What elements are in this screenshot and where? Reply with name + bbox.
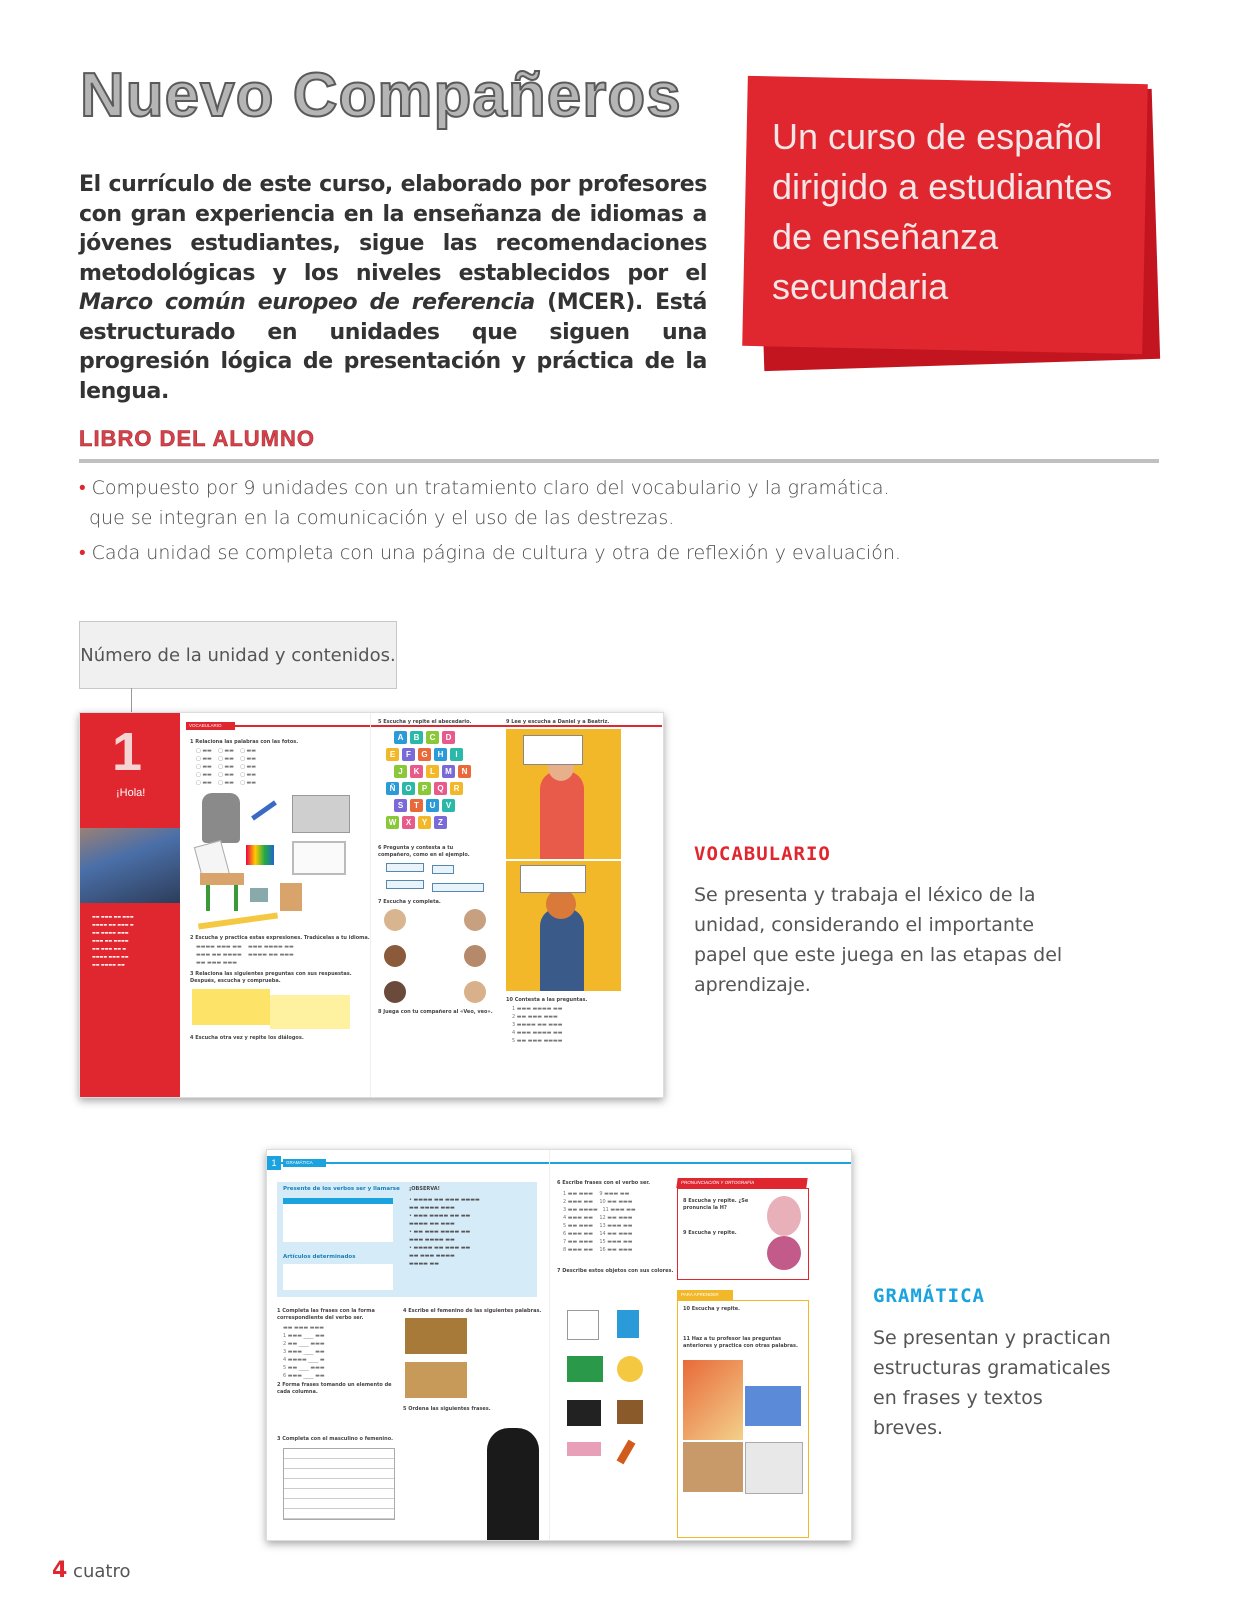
person-photo: [464, 981, 486, 1003]
bullet-dot: •: [79, 477, 86, 499]
letter-tile: H: [434, 748, 447, 761]
page-number-digit: 4: [52, 1558, 68, 1583]
girl-face: [546, 889, 576, 919]
cat-photo: [487, 1428, 539, 1540]
person-photo: [384, 945, 406, 967]
verb-table-header: [283, 1198, 393, 1204]
letter-tile: W: [386, 816, 399, 829]
vocabulary-description: Se presenta y trabaja el léxico de la unidad, considerando el importante papel que este juega en las etapas del aprendizaje.: [694, 884, 1063, 996]
observe-notes: • ▬▬▬▬ ▬▬ ▬▬▬ ▬▬▬▬ ▬▬ ▬▬▬▬ ▬▬▬ • ▬▬▬ ▬▬▬▬ ▬▬ ▬▬ ▬▬▬▬ ▬▬ ▬▬▬ • ▬▬ ▬▬▬ ▬▬▬▬ ▬▬ ▬▬▬ ▬▬▬▬ ▬▬ • ▬▬▬▬ ▬▬ ▬▬▬ ▬▬ ▬▬ ▬▬▬ ▬▬▬▬ ▬▬▬▬ ▬▬: [409, 1197, 480, 1267]
speech-bubble: [432, 883, 484, 892]
articles-table: [283, 1264, 393, 1290]
intro-italic: Marco común europeo de referencia: [79, 290, 535, 315]
letter-tile: I: [450, 748, 463, 761]
letter-tile: C: [426, 731, 439, 744]
letter-tile: N: [458, 765, 471, 778]
grammar-box-title: Presente de los verbos ser y llamarse: [283, 1186, 400, 1192]
letter-tile: V: [442, 799, 455, 812]
table-photo: [683, 1442, 743, 1492]
vocabulary-tab: VOCABULARIO: [186, 722, 235, 730]
exercise-10: 10 Escucha y repite.: [683, 1306, 741, 1312]
alphabet-tiles: [386, 731, 506, 836]
exercise-3: 3 Completa con el masculino o femenino.: [277, 1436, 394, 1442]
person-photo: [464, 909, 486, 931]
intro-paragraph: [79, 170, 707, 406]
letter-tile: K: [410, 765, 423, 778]
exercise-3: 3 Relaciona las siguientes preguntas con sus respuestas. Después, escucha y comprueba.: [190, 971, 352, 984]
observe-label: ¡OBSERVA!: [409, 1186, 440, 1192]
exercise-7: 7 Describe estos objetos con sus colores.: [557, 1268, 674, 1274]
window-image: [567, 1356, 603, 1382]
animal-image: [567, 1442, 601, 1456]
letter-tile: X: [402, 816, 415, 829]
page-gutter: [370, 713, 371, 1097]
letter-tile: Q: [434, 782, 447, 795]
speech-bubble: [386, 863, 424, 872]
whiteboard-image: [292, 841, 346, 875]
bullet-continuation: que se integran en la comunicación y el uso de las destrezas.: [89, 507, 675, 529]
letter-tile: U: [426, 799, 439, 812]
letter-tile: Ñ: [386, 782, 399, 795]
desk-image: [200, 873, 244, 885]
questions-list: 1 ▬▬▬ ▬▬▬▬ ▬▬ 2 ▬▬ ▬▬▬ ▬▬▬ 3 ▬▬▬▬ ▬▬ ▬▬▬ 4 ▬▬▬ ▬▬▬▬ ▬▬ 5 ▬▬ ▬▬▬ ▬▬▬▬: [512, 1006, 563, 1044]
pronunciation-tab: PRONUNCIACIÓN Y ORTOGRAFÍA: [676, 1178, 807, 1188]
lion-photo: [405, 1318, 467, 1354]
tagline-text: Un curso de español dirigido a estudiantes de enseñanza secundaria: [772, 116, 1113, 307]
exercise-2: 2 Forma frases tomando un elemento de cada columna.: [277, 1382, 392, 1395]
vocabulary-heading: VOCABULARIO: [694, 843, 831, 865]
answers-box: [270, 995, 350, 1029]
letter-tile: R: [450, 782, 463, 795]
letter-tile: B: [410, 731, 423, 744]
exercise-5: 5 Ordena las siguientes frases.: [403, 1406, 491, 1412]
person-photo: [384, 981, 406, 1003]
letter-tile: M: [442, 765, 455, 778]
callout-text: Número de la unidad y contenidos.: [80, 644, 396, 666]
clipboard-image: [567, 1310, 599, 1340]
pizza-photo: [683, 1360, 743, 1440]
desk-leg: [206, 885, 210, 911]
exercise-6: 6 Pregunta y contesta a tu compañero, como en el ejemplo.: [378, 845, 470, 858]
exercise-4: 4 Escucha otra vez y repite los diálogos.: [190, 1035, 304, 1041]
letter-tile: J: [394, 765, 407, 778]
letter-tile: L: [426, 765, 439, 778]
page-title: Nuevo Compañeros: [80, 61, 682, 130]
monitor-image: [567, 1400, 601, 1426]
bullet-text: Compuesto por 9 unidades con un tratamiento claro del vocabulario y la gramática.: [91, 477, 890, 499]
pen-image: [251, 800, 277, 820]
letter-tile: Z: [434, 816, 447, 829]
grammar-tab: GRAMÁTICA: [283, 1159, 326, 1167]
exercise-11: 11 Haz a tu profesor las preguntas anteriores y practica con otras palabras.: [683, 1336, 798, 1349]
page-number-word: cuatro: [73, 1561, 131, 1582]
bullet-item: [79, 538, 901, 568]
backpack-image: [202, 793, 240, 843]
letter-tile: T: [410, 799, 423, 812]
letter-tile: O: [402, 782, 415, 795]
section-divider: [79, 459, 1159, 463]
bag-image: [617, 1400, 643, 1424]
page-number: [52, 1558, 130, 1583]
section-heading: LIBRO DEL ALUMNO: [79, 426, 315, 451]
letter-tile: E: [386, 748, 399, 761]
fill-list: ▬▬ ▬▬▬ ▬▬▬ 1 ▬▬▬ ____ ▬▬ 2 ▬▬ ____ ▬▬▬ 3 ▬▬▬ ____ ▬▬ 4 ▬▬▬▬ ____ ▬ 5 ▬▬ ____ ▬▬▬ 6 ▬▬▬ ____ ▬▬: [283, 1325, 325, 1379]
girl-figure: [540, 908, 584, 991]
speech-bubble: [523, 735, 583, 765]
letter-tile: Y: [418, 816, 431, 829]
exercise-4: 4 Escribe el femenino de las siguientes palabras.: [403, 1308, 542, 1314]
unit-number-badge: 1: [267, 1156, 281, 1170]
callout-box: [79, 621, 397, 689]
letter-tile: F: [402, 748, 415, 761]
bullet-item: [79, 473, 890, 503]
exercise-2: 2 Escucha y practica estas expresiones. Tradúcelas a tu idioma.: [190, 935, 370, 941]
desk-leg: [234, 885, 238, 911]
chair-image: [280, 883, 302, 911]
book-spread-vocabulary: [79, 712, 664, 1098]
unit-title: ¡Hola!: [116, 787, 146, 799]
sun-image: [617, 1356, 643, 1382]
speech-bubble: [432, 865, 454, 874]
header-rule: [267, 1162, 851, 1164]
letter-tile: D: [442, 731, 455, 744]
fruit-image: [767, 1236, 801, 1270]
exercise-9: 9 Lee y escucha a Daniel y a Beatriz.: [506, 719, 610, 725]
letter-tile: G: [418, 748, 431, 761]
icecream-image: [767, 1196, 801, 1236]
letter-tile: S: [394, 799, 407, 812]
sentence-list: 1 ▬▬ ▬▬▬ 9 ▬▬▬ ▬▬ 2 ▬▬▬ ▬▬ 10 ▬▬ ▬▬▬ 3 ▬▬ ▬▬▬▬ 11 ▬▬▬ ▬▬ 4 ▬▬▬ ▬▬ 12 ▬▬ ▬▬▬ 5 ▬▬ ▬▬▬ 13 ▬▬▬ ▬▬ 6 ▬▬▬ ▬▬ 14 ▬▬ ▬▬▬ 7 ▬▬ ▬▬▬ 15 ▬▬▬ ▬▬ 8 ▬▬▬ ▬▬ 16 ▬▬ ▬▬▬: [563, 1191, 636, 1253]
exercise-7: 7 Escucha y completa.: [378, 899, 441, 905]
articles-title: Artículos determinados: [283, 1254, 356, 1260]
unit-number: 1: [112, 722, 143, 782]
page-gutter: [549, 1150, 550, 1540]
scissors-image: [250, 888, 268, 902]
exercise-1: 1 Relaciona las palabras con las fotos.: [190, 739, 299, 745]
callout-connector: [131, 688, 132, 712]
exercise-5: 5 Escucha y repite el abecedario.: [378, 719, 472, 725]
chair-image: [617, 1310, 639, 1338]
questions-box: [192, 989, 270, 1025]
expressions-list: ▬▬▬▬ ▬▬▬ ▬▬ ▬▬▬ ▬▬▬▬ ▬▬ ▬▬▬ ▬▬ ▬▬▬▬ ▬▬▬▬ ▬▬ ▬▬▬ ▬▬ ▬▬▬ ▬▬▬: [196, 944, 294, 966]
exercise-10: 10 Contesta a las preguntas.: [506, 997, 588, 1003]
boy-figure: [540, 771, 584, 859]
speech-bubble: [520, 865, 586, 893]
exercise-8: 8 Juega con tu compañero al «Veo, veo».: [378, 1009, 493, 1015]
car-photo: [745, 1386, 801, 1426]
book-spread-grammar: [266, 1149, 852, 1541]
exercise-1: 1 Completa las frases con la forma correspondiente del verbo ser.: [277, 1308, 375, 1321]
ruler-image: [198, 912, 278, 929]
laptop-image: [292, 795, 350, 833]
learn-tab: PARA APRENDER: [677, 1290, 733, 1300]
crayons-image: [246, 845, 274, 865]
speech-bubble: [386, 880, 424, 889]
person-photo: [464, 945, 486, 967]
bullet-text: Cada unidad se completa con una página de cultura y otra de reflexión y evaluación.: [91, 542, 901, 564]
exercise-6: 6 Escribe frases con el verbo ser.: [557, 1180, 651, 1186]
letter-tile: A: [394, 731, 407, 744]
grammar-heading: GRAMÁTICA: [873, 1285, 985, 1307]
intro-text-2: (MCER). Está estructurado en unidades que siguen una progresión lógica de presentación y práctica de la lengua.: [79, 290, 707, 404]
unit-contents: ▬▬ ▬▬▬ ▬▬ ▬▬▬ ▬▬▬▬ ▬▬ ▬▬▬ ▬ ▬▬ ▬▬▬▬ ▬▬▬ ▬▬▬ ▬▬ ▬▬▬▬ ▬▬ ▬▬▬ ▬▬ ▬ ▬▬▬▬ ▬▬▬ ▬▬ ▬▬ ▬▬▬▬ ▬▬: [92, 914, 134, 967]
exercise-8: 8 Escucha y repite. ¿Se pronuncia la H?: [683, 1198, 749, 1211]
lioness-photo: [405, 1362, 467, 1398]
verb-table: [283, 1198, 393, 1242]
pencil-image: [617, 1440, 636, 1465]
intro-text-1: El currículo de este curso, elaborado por profesores con gran experiencia en la enseñanza de idiomas a jóvenes estudiantes, sigue las recomendaciones metodológicas y los niveles establecidos por el: [79, 172, 707, 286]
gender-table: [283, 1448, 395, 1520]
bullet-dot: •: [79, 542, 86, 564]
bus-photo: [745, 1442, 803, 1494]
letter-tile: P: [418, 782, 431, 795]
grammar-description: Se presentan y practican estructuras gramaticales en frases y textos breves.: [873, 1327, 1111, 1439]
word-list: ▢ ▬▬ ▢ ▬▬ ▢ ▬▬ ▢ ▬▬ ▢ ▬▬ ▢ ▬▬ ▢ ▬▬ ▢ ▬▬ ▢ ▬▬ ▢ ▬▬ ▢ ▬▬ ▢ ▬▬ ▢ ▬▬ ▢ ▬▬ ▢ ▬▬: [196, 748, 256, 786]
person-photo: [384, 909, 406, 931]
exercise-9: 9 Escucha y repite.: [683, 1230, 737, 1236]
